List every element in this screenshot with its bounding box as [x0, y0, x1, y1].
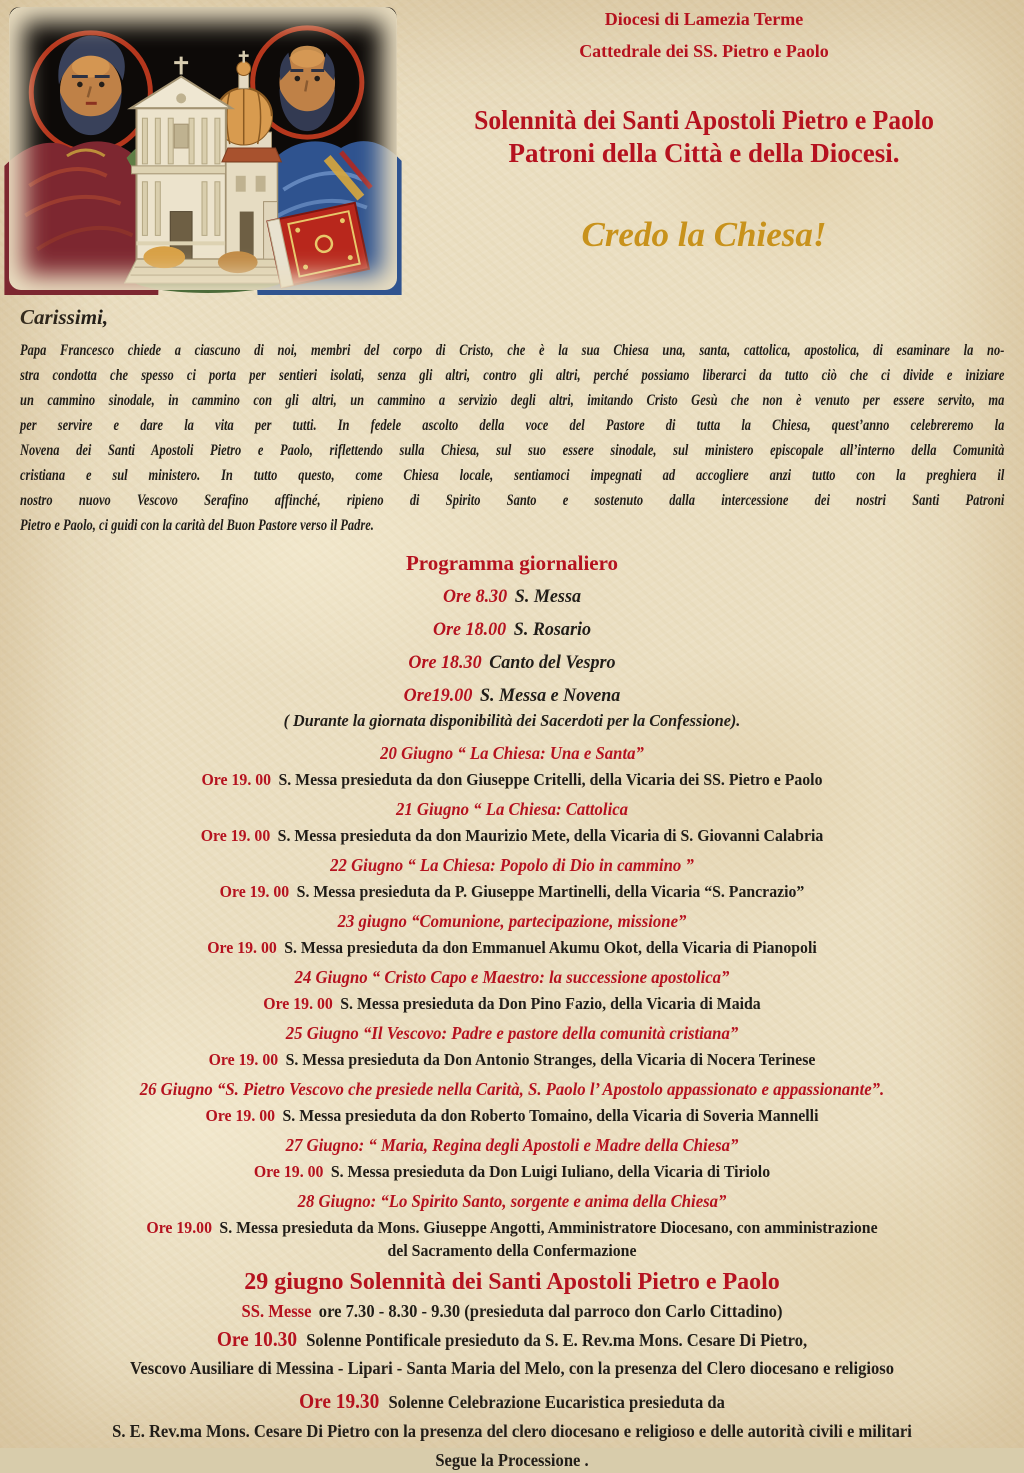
day-text: S. Messa presieduta da don Giuseppe Critelli, della Vicaria dei SS. Pietro e Paolo	[278, 770, 823, 789]
day-detail	[36, 1105, 988, 1126]
program-item	[26, 585, 999, 609]
day-title: 28 Giugno: “Lo Spirito Santo, sorgente e anima della Chiesa”	[297, 1191, 727, 1211]
masses-text: ore 7.30 - 8.30 - 9.30 (presieduta dal parroco don Carlo Cittadino)	[318, 1301, 783, 1321]
procession-text: Segue la Processione .	[435, 1450, 589, 1470]
day-time: Ore 19. 00	[201, 770, 272, 789]
procession-row	[41, 1449, 983, 1473]
day-title: 22 Giugno “ La Chiesa: Popolo di Dio in cammino ”	[330, 855, 694, 875]
day-text: S. Messa presieduta da Don Antonio Stranges, della Vicaria di Nocera Terinese	[285, 1050, 816, 1069]
program-time: Ore 8.30	[443, 586, 508, 607]
day-detail	[36, 825, 988, 846]
peter-hand	[143, 246, 185, 268]
salutation: Carissimi,	[20, 305, 109, 329]
day-time: Ore 19. 00	[219, 882, 290, 901]
day-title: 24 Giugno “ Cristo Capo e Maestro: la successione apostolica”	[294, 967, 730, 987]
pontifical-row	[41, 1326, 983, 1355]
daily-program	[0, 550, 1024, 732]
pontifical-time: Ore 10.30	[216, 1327, 298, 1351]
day-text: S. Messa presieduta da don Emmanuel Akumu Okot, della Vicaria di Pianopoli	[284, 938, 817, 957]
program-heading: Programma giornaliero	[405, 551, 619, 575]
program-time: Ore 18.00	[432, 619, 507, 640]
day-text: S. Messa presieduta da Don Luigi Iuliano, della Vicaria di Tiriolo	[330, 1162, 771, 1181]
day-text: S. Messa presieduta da Don Pino Fazio, della Vicaria di Maida	[340, 994, 761, 1013]
pontifical-row-continued	[41, 1357, 983, 1381]
day-detail	[36, 993, 988, 1014]
letter-line: cristiana e sul ministero. In tutto questo, come Chiesa locale, sentiamoci impegnati ad accogliere anzi tutto con la preghiera il	[20, 467, 1005, 484]
letter-line: nostro nuovo Vescovo Serafino affinché, ripieno di Spirito Santo e sostenuto dalla intercessione dei nostri Santi Patroni	[20, 492, 1005, 509]
diocese-name: Diocesi di Lamezia Terme	[604, 9, 804, 29]
paul-hand	[218, 251, 258, 273]
day-title: 23 giugno “Comunione, partecipazione, missione”	[337, 911, 687, 931]
program-item	[26, 618, 999, 642]
evening-text: Solenne Celebrazione Eucaristica presieduta da	[388, 1392, 725, 1412]
day-title: 26 Giugno “S. Pietro Vescovo che presiede nella Carità, S. Paolo l’ Apostolo appassionato e appassionante”.	[139, 1079, 885, 1099]
program-time: Ore19.00	[403, 685, 473, 706]
day-detail	[36, 1161, 988, 1182]
program-label: S. Rosario	[513, 619, 592, 640]
saints-peter-paul-icon	[9, 7, 397, 290]
letter-line: Pietro e Paolo, ci guidi con la carità del Buon Pastore verso il Padre.	[20, 517, 374, 534]
day-time: Ore 19. 00	[207, 938, 277, 957]
top-area	[0, 0, 1024, 298]
evening-time: Ore 19.30	[299, 1389, 380, 1413]
feast-day-section	[0, 1267, 1024, 1473]
day-time: Ore 19. 00	[208, 1050, 279, 1069]
day-time: Ore 19. 00	[200, 826, 271, 845]
header	[400, 0, 1008, 256]
saints-icon-svg	[9, 7, 397, 290]
day-text-continued: del Sacramento della Confermazione	[387, 1241, 637, 1260]
program-time: Ore 18.30	[408, 652, 482, 673]
day-detail	[36, 1049, 988, 1070]
day-text: S. Messa presieduta da don Maurizio Mete, della Vicaria di S. Giovanni Calabria	[277, 826, 824, 845]
program-label: S. Messa e Novena	[479, 685, 621, 706]
day-text: S. Messa presieduta da don Roberto Tomaino, della Vicaria di Soveria Mannelli	[282, 1106, 819, 1125]
pontifical-text2: Vescovo Ausiliare di Messina - Lipari - Santa Maria del Melo, con la presenza del Clero diocesano e religioso	[129, 1358, 895, 1378]
day-text: S. Messa presieduta da P. Giuseppe Martinelli, della Vicaria “S. Pancrazio”	[296, 882, 805, 901]
day-text: S. Messa presieduta da Mons. Giuseppe Angotti, Amministratore Diocesano, con amministrazione	[219, 1218, 878, 1237]
novena-schedule	[0, 742, 1024, 1261]
day-title: 27 Giugno: “ Maria, Regina degli Apostoli e Madre della Chiesa”	[285, 1135, 739, 1155]
solemnity-title-line1: Solennità dei Santi Apostoli Pietro e Paolo	[474, 105, 934, 135]
evening-text2: S. E. Rev.ma Mons. Cesare Di Pietro con la presenza del clero diocesano e religioso e delle autorità civili e militari	[112, 1421, 912, 1441]
evening-celebration-row-continued	[41, 1420, 983, 1444]
program-item	[26, 651, 999, 675]
letter-line: Papa Francesco chiede a ciascuno di noi, membri del corpo di Cristo, che è la sua Chiesa una, santa, cattolica, apostolica, di esaminare la no-	[20, 342, 1005, 359]
day-detail	[36, 1217, 988, 1238]
day-title: 25 Giugno “Il Vescovo: Padre e pastore della comunità cristiana”	[285, 1023, 739, 1043]
day-time: Ore 19. 00	[205, 1106, 276, 1125]
program-item	[26, 684, 999, 708]
letter-line: per servire e dare la vita per tutti. In fedele ascolto della voce del Pastore di tutta la Chiesa, quest’anno celebreremo la	[20, 417, 1005, 434]
masses-label: SS. Messe	[241, 1301, 312, 1321]
day-detail	[36, 881, 988, 902]
letter-line: Novena dei Santi Apostoli Pietro e Paolo, riflettendo sulla Chiesa, sul suo essere sinodale, sul ministero episcopale all’interno della Comunità	[20, 442, 1005, 459]
letter-line: un cammino sinodale, in cammino con gli altri, un cammino a servizio degli altri, imitando Cristo Gesù che non è venuto per essere servito, ma	[20, 392, 1005, 409]
day-detail	[36, 769, 988, 790]
cathedral-name: Cattedrale dei SS. Pietro e Paolo	[579, 41, 829, 61]
day-time: Ore 19. 00	[253, 1162, 324, 1181]
bishop-letter	[0, 304, 1024, 538]
day-detail	[36, 937, 988, 958]
evening-celebration-row	[41, 1388, 983, 1417]
program-label: S. Messa	[514, 586, 581, 607]
day-title: 21 Giugno “ La Chiesa: Cattolica	[395, 799, 629, 819]
letter-line: stra condotta che spesso ci porta per sentieri isolati, senza gli altri, contro gli altri, perché possiamo liberarci da tutto ciò che ci divide e iniziare	[20, 367, 1005, 384]
masses-row	[41, 1300, 983, 1324]
motto: Credo la Chiesa!	[581, 215, 827, 254]
feast-heading: 29 giugno Solennità dei Santi Apostoli Pietro e Paolo	[244, 1269, 780, 1295]
day-time: Ore 19.00	[146, 1218, 212, 1237]
day-title: 20 Giugno “ La Chiesa: Una e Santa”	[380, 743, 644, 763]
solemnity-title-line2: Patroni della Città e della Diocesi.	[508, 138, 900, 168]
confession-note: ( Durante la giornata disponibilità dei Sacerdoti per la Confessione).	[283, 711, 741, 730]
day-time: Ore 19. 00	[263, 994, 333, 1013]
program-label: Canto del Vespro	[489, 652, 616, 673]
pontifical-text: Solenne Pontificale presieduto da S. E. Rev.ma Mons. Cesare Di Pietro,	[306, 1330, 808, 1350]
letter-body	[20, 338, 1004, 538]
